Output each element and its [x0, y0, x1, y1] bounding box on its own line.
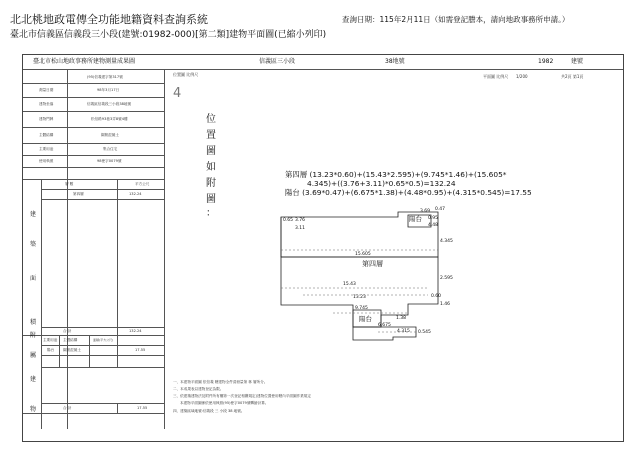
row-value: 98使字0079號 — [97, 159, 122, 163]
sheet-section: 信義區三小段 — [259, 58, 296, 65]
dim-label: 2.595 — [440, 276, 453, 281]
annex-total-label: 合 計 — [63, 406, 72, 410]
area-value: 132.24 — [129, 192, 142, 196]
dim-label: 15.605 — [355, 252, 371, 257]
area-floor: 第四層 — [73, 192, 84, 196]
dim-label: 0.545 — [418, 330, 431, 335]
area-side-char: 築 — [30, 241, 37, 248]
north-mark: 4 — [173, 86, 182, 101]
row-value: 鋼筋混凝土 — [101, 133, 119, 137]
dim-label: 4.315 — [397, 329, 410, 334]
position-note-char: 置 — [206, 130, 216, 141]
area-total-label: 合 計 — [63, 329, 72, 333]
annex-side-char: 建 — [30, 376, 37, 383]
row-label: 使用執照 — [39, 159, 54, 163]
area-side-char: 積 — [30, 319, 37, 326]
page-info: 共2頁 第1頁 — [561, 74, 584, 79]
position-scale-label: 位置圖 比例尺 — [173, 72, 199, 77]
annex-header: 主要用途 — [43, 338, 58, 342]
row-label: 測量日期 — [39, 88, 54, 92]
dim-label: 3.11 — [295, 226, 306, 231]
dim-label: 9.745 — [355, 306, 368, 311]
dim-label: 4.48 — [428, 223, 439, 228]
dim-label: 15.43 — [343, 282, 356, 287]
note-line: 本建物平面圖係依使用執照(95)使字0079號轉繪計算。 — [180, 401, 269, 405]
header-subtitle: 臺北市信義區信義段三小段(建號:01982-000)[第二類]建物平面圖(已縮小列印) — [10, 30, 327, 40]
position-note-char: ： — [206, 208, 216, 219]
row-value: 松信路93巷3弄8號4樓 — [91, 117, 128, 121]
position-note-char: 圖 — [206, 194, 216, 205]
position-note-char: 附 — [206, 178, 216, 189]
annex-header: 主體結構 — [63, 338, 78, 342]
header-title: 北北桃地政電傳全功能地籍資料查詢系統 — [10, 13, 208, 26]
annex-side-char: 附 — [30, 332, 37, 339]
formula-balcony: 陽台 (3.69*0.47)+(6.675*1.38)+(4.48*0.95)+(4.315*0.545)=17.55 — [285, 188, 532, 197]
dim-label: 3.69 — [420, 209, 431, 214]
building-label: 建號 — [571, 58, 584, 65]
dim-label: 0.65 — [283, 218, 294, 223]
note-line: 一、本建物平面圖 依信義 轄建物全件清冊量第 林 層所分。 — [173, 380, 268, 384]
formula-floor4-line2: 4.345)+((3.76+3.11)*0.65*0.5)=132.24 — [307, 179, 456, 188]
position-note-char: 如 — [206, 162, 216, 173]
dim-label: 0.95 — [428, 216, 439, 221]
row-label: 主體結構 — [39, 133, 54, 137]
row-value: 集合住宅 — [103, 147, 118, 151]
annex-use: 陽台 — [47, 348, 55, 352]
area-total-value: 132.24 — [129, 329, 142, 333]
dim-label: 4.345 — [440, 239, 453, 244]
formula-floor4-line1: 第四層 (13.23*0.60)+(15.43*2.595)+(9.745*1.46)+(15.605* — [285, 170, 507, 179]
dim-label: 13.23 — [353, 295, 366, 300]
plan-floor-label: 第四層 — [362, 260, 383, 268]
annex-area: 17.55 — [135, 348, 146, 352]
permit-no: (95)信義建字第317號 — [87, 75, 123, 79]
survey-sheet — [22, 54, 624, 442]
dim-label: 3.76 — [295, 218, 306, 223]
annex-side-char: 物 — [30, 406, 37, 413]
note-line: 四、建築區域地號:信義段 三 小段 38 地號。 — [173, 409, 245, 413]
dim-label: 6.675 — [378, 323, 391, 328]
building-no: 1982 — [538, 58, 554, 65]
floor-plan — [23, 55, 625, 443]
annex-side-char: 屬 — [30, 352, 37, 359]
row-label: 建物坐落 — [39, 102, 54, 106]
position-note-char: 圖 — [206, 146, 216, 157]
row-label: 主要用途 — [39, 147, 54, 151]
row-label: 建物門牌 — [39, 117, 54, 121]
note-line: 三、依建築建物法及附件所有權第一次登記相關規定(建物位置使用轄內平面圖作業規定 — [173, 394, 311, 398]
area-side-char: 面 — [30, 275, 37, 282]
plan-balcony-bottom: 陽台 — [359, 315, 372, 323]
note-line: 二、本成果表以建物登記為限。 — [173, 387, 224, 391]
area-side-char: 建 — [30, 211, 37, 218]
annex-structure: 鋼筋混凝土 — [63, 348, 81, 352]
scale-value: 1/200 — [516, 74, 528, 79]
position-note-char: 位 — [206, 114, 216, 125]
row-value: 信義區信義段三小段38地號 — [87, 102, 132, 106]
dim-label: 1.46 — [440, 302, 451, 307]
query-date: 查詢日期：115年2月11日（如需登記謄本，請向地政事務所申請。） — [342, 15, 570, 24]
area-header-floor: 層 數 — [65, 182, 74, 186]
dim-label: 0.60 — [431, 294, 442, 299]
annex-header: 面積(平方公尺) — [93, 338, 114, 342]
sheet-title: 臺北市松山地政事務所建物測量成果圖 — [33, 58, 136, 65]
scale-label: 平面圖 比例尺 — [483, 74, 509, 79]
plan-balcony-top: 陽台 — [409, 215, 422, 223]
row-value: 98年3月17日 — [97, 88, 120, 92]
area-header-unit: 平方公尺 — [135, 182, 150, 186]
dim-label: 1.38 — [396, 316, 407, 321]
dim-label: 0.47 — [435, 207, 446, 212]
sheet-lot-no: 38地號 — [385, 58, 405, 65]
annex-total-value: 17.55 — [137, 406, 148, 410]
